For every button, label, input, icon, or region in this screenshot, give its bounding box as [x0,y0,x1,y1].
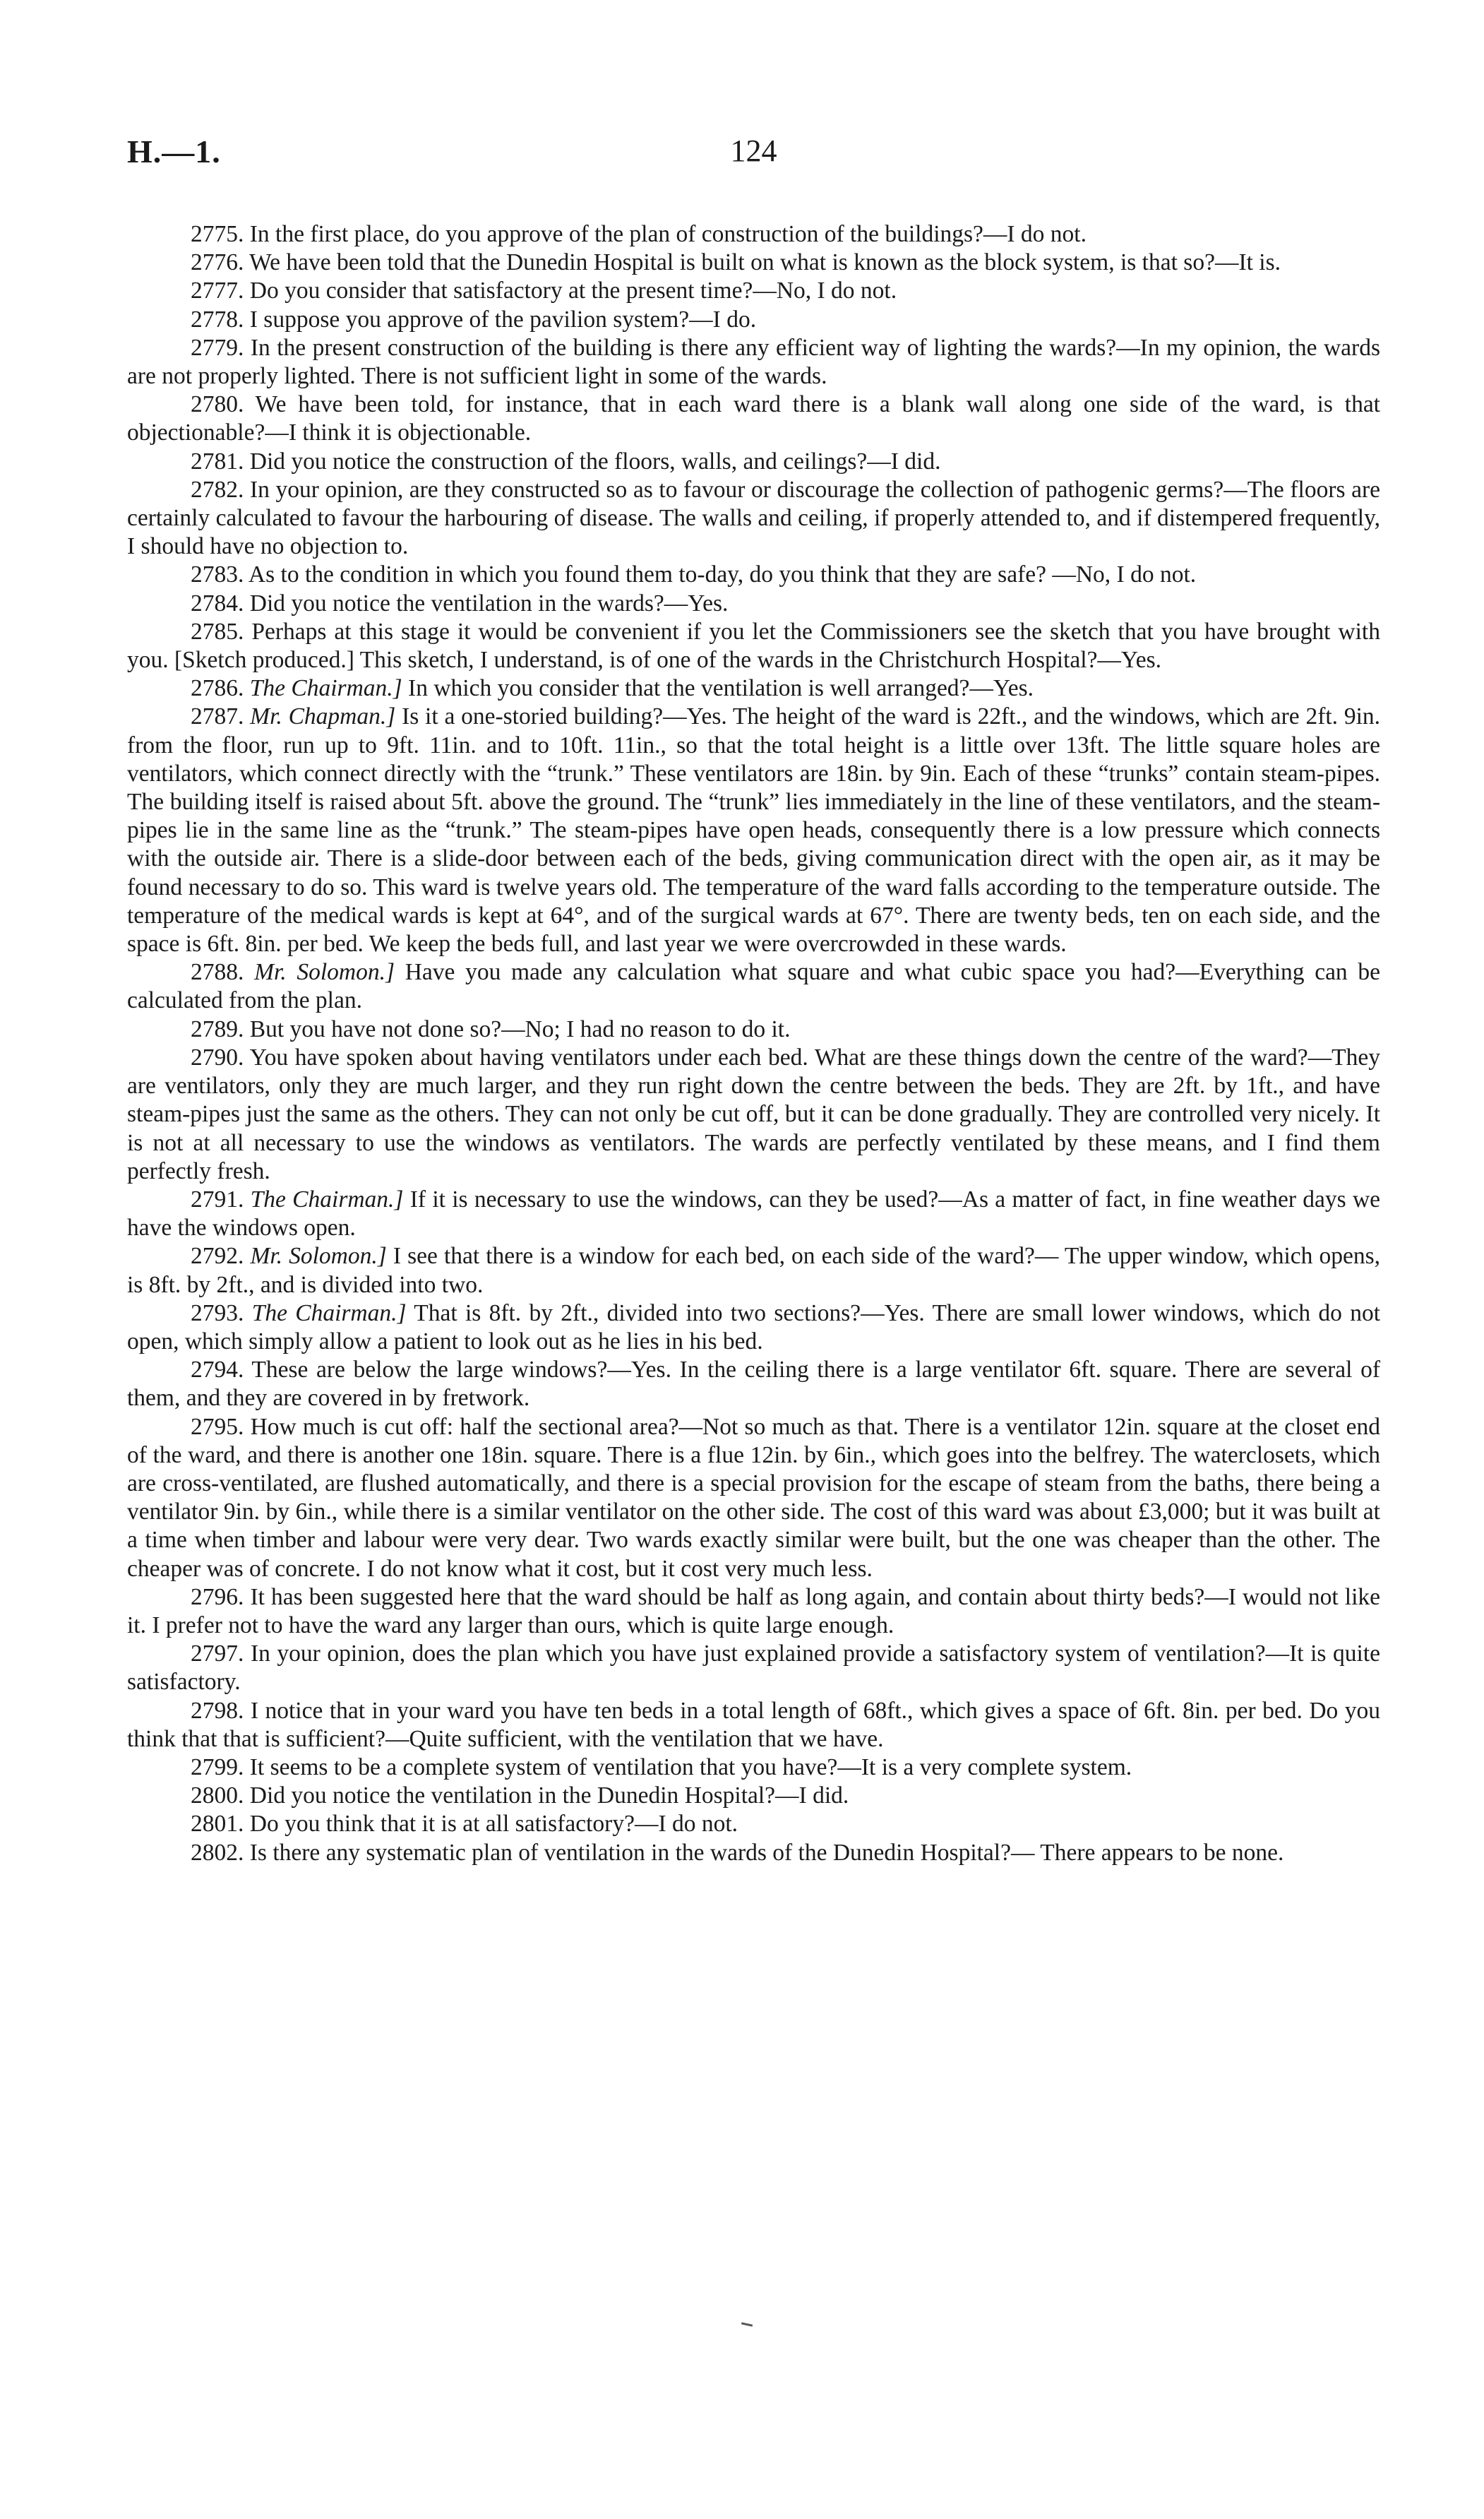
question-answer-text: It seems to be a complete system of ventilation that you have?—It is a very complete system. [249,1753,1132,1780]
question-number: 2793. [191,1299,244,1326]
question-number: 2778. [191,306,244,333]
question-number: 2798. [191,1697,244,1724]
question-paragraph [127,1753,1380,1782]
question-number: 2783. [191,561,244,588]
page-number: 124 [730,133,777,168]
question-number: 2786. [191,675,244,702]
question-answer-text: Did you notice the ventilation in the Dunedin Hospital?—I did. [249,1782,849,1809]
question-paragraph [127,1413,1380,1583]
question-answer-text: In your opinion, does the plan which you have just explained provide a satisfactory system of ventilation?—It is quite satisfactory. [127,1640,1380,1696]
question-number: 2799. [191,1753,244,1780]
question-number: 2800. [191,1782,244,1809]
question-paragraph [127,561,1380,589]
question-answer-text: You have spoken about having ventilators under each bed. What are these things down the centre of the ward?—They are ventilators, only they are much larger, and they run right down the centre between the beds. They are 2ft. by 1ft., and have steam-pipes just the same as the others. They can not only be cut off, but it can be done gradually. They are controlled very nicely. It is not at all necessary to use the windows as ventilators. The wards are perfectly ventilated by these means, and I find them perfectly fresh. [127,1044,1380,1184]
question-number: 2797. [191,1640,244,1667]
question-paragraph [127,334,1380,391]
question-answer-text: Have you made any calculation what square and what cubic space you had?—Everything can be calculated from the plan. [127,959,1380,1014]
question-paragraph [127,391,1380,447]
question-answer-text: Perhaps at this stage it would be convenient if you let the Commissioners see the sketch that you have brought with you. [Sketch produced.] This sketch, I understand, is of one of the wards in the Christchurch Hospital?—Yes. [127,618,1380,674]
question-paragraph [127,1242,1380,1299]
question-paragraph [127,674,1380,703]
question-answer-text: I suppose you approve of the pavilion system?—I do. [249,306,757,333]
question-paragraph [127,958,1380,1015]
question-answer-text: How much is cut off: half the sectional area?—Not so much as that. There is a ventilator 12in. square at the closet end of the ward, and there is another one 18in. square. There is a flue 12in. by 6in., which goes into the belfrey. The waterclosets, which are cross-ventilated, are flushed automatically, and there is a special provision for the escape of steam from the baths, there being a ventilator 9in. by 6in., while there is a similar ventilator on the other side. The cost of this ward was about £3,000; but it was built at a time when timber and labour were very dear. Two wards exactly similar were built, but the one was cheaper than the other. The cheaper was of concrete. I do not know what it cost, but it cost very much less. [127,1413,1381,1582]
question-paragraph [127,1697,1380,1753]
question-number: 2791. [191,1186,244,1213]
question-paragraph [127,476,1380,561]
speaker-label: The Chairman.] [249,675,402,702]
question-paragraph [127,1583,1380,1640]
question-number: 2795. [191,1413,244,1440]
question-paragraph [127,1299,1380,1356]
question-number: 2785. [191,618,244,645]
question-answer-text: Do you consider that satisfactory at the present time?—No, I do not. [249,278,897,304]
question-paragraph [127,590,1380,618]
speaker-label: Mr. Chapman.] [250,703,396,730]
question-answer-text: Did you notice the construction of the floors, walls, and ceilings?—I did. [249,448,941,475]
question-answer-text: I notice that in your ward you have ten beds in a total length of 68ft., which gives a space of 6ft. 8in. per bed. Do you think that that is sufficient?—Quite sufficient, with the ventilation that we have. [127,1697,1380,1752]
question-answer-text: We have been told, for instance, that in each ward there is a blank wall along one side of the ward, is that objectionable?—I think it is objectionable. [127,391,1380,446]
question-paragraph [127,220,1380,249]
question-paragraph [127,249,1380,277]
question-answer-text: These are below the large windows?—Yes. In the ceiling there is a large ventilator 6ft. square. There are several of them, and they are covered in by fretwork. [127,1357,1380,1412]
speaker-label: The Chairman.] [250,1186,404,1213]
question-number: 2782. [191,476,244,503]
question-answer-text: As to the condition in which you found them to-day, do you think that they are safe? —No, I do not. [248,561,1197,588]
speaker-label: Mr. Solomon.] [250,1243,387,1270]
question-number: 2781. [191,448,244,475]
question-answer-text: In the present construction of the building is there any efficient way of lighting the wards?—In my opinion, the wards are not properly lighted. There is not sufficient light in some of the wards. [127,334,1380,390]
question-paragraph [127,1016,1380,1044]
question-number: 2802. [191,1839,244,1866]
question-paragraph [127,1839,1380,1867]
document-reference: H.—1. [127,133,221,169]
question-number: 2776. [191,249,244,276]
question-paragraph [127,1810,1380,1838]
question-paragraph [127,277,1380,305]
question-number: 2790. [191,1044,244,1071]
question-paragraph [127,703,1380,958]
question-number: 2780. [191,391,244,418]
question-number: 2792. [191,1243,244,1270]
question-paragraph [127,1356,1380,1412]
question-number: 2787. [191,703,244,730]
question-answer-text: I see that there is a window for each bed, on each side of the ward?— The upper window, which opens, is 8ft. by 2ft., and is divided into two. [127,1243,1381,1298]
question-number: 2794. [191,1357,244,1383]
question-answer-text: In your opinion, are they constructed so as to favour or discourage the collection of pathogenic germs?—The floors are certainly calculated to favour the harbouring of disease. The walls and ceiling, if properly attended to, and if distempered frequently, I should have no objection to. [127,476,1380,560]
question-answer-text: But you have not done so?—No; I had no reason to do it. [249,1016,791,1042]
question-paragraph [127,1640,1380,1696]
question-number: 2788. [191,959,244,986]
question-answer-text: We have been told that the Dunedin Hospital is built on what is known as the block system, is that so?—It is. [249,249,1281,276]
question-paragraph [127,448,1380,476]
question-paragraph [127,1782,1380,1810]
question-paragraph [127,618,1380,674]
question-answer-text: In which you consider that the ventilation is well arranged?—Yes. [408,675,1034,702]
question-number: 2777. [191,278,244,304]
question-number: 2789. [191,1016,244,1042]
question-answer-text: Is it a one-storied building?—Yes. The height of the ward is 22ft., and the windows, which are 2ft. 9in. from the floor, run up to 9ft. 11in. and to 10ft. 11in., so that the total height is a little over 13ft. The little square holes are ventilators, which connect directly with the “trunk.” These ventilators are 18in. by 9in. Each of these “trunks” contain steam-pipes. The building itself is raised about 5ft. above the ground. The “trunk” lies immediately in the line of these ventilators, and the steam-pipes lie in the same line as the “trunk.” The steam-pipes have open heads, consequently there is a low pressure which connects with the outside air. There is a slide-door between each of the beds, giving communication direct with the open air, as it may be found necessary to do so. This ward is twelve years old. The temperature of the ward falls according to the temperature outside. The temperature of the medical wards is kept at 64°, and of the surgical wards at 67°. There are twenty beds, ten on each side, and the space is 6ft. 8in. per bed. We keep the beds full, and last year we were overcrowded in these wards. [127,703,1381,958]
question-answer-text: It has been suggested here that the ward should be half as long again, and contain about thirty beds?—I would not like it. I prefer not to have the ward any larger than ours, which is quite large enough. [127,1583,1381,1638]
ink-mark [741,2322,753,2326]
speaker-label: The Chairman.] [251,1299,407,1326]
question-paragraph [127,1044,1380,1186]
question-paragraph [127,1186,1380,1242]
question-number: 2775. [191,221,244,247]
question-answer-text: If it is necessary to use the windows, can they be used?—As a matter of fact, in fine weather days we have the windows open. [127,1186,1381,1241]
question-number: 2801. [191,1811,244,1838]
question-number: 2796. [191,1583,244,1610]
page-header [127,133,1380,175]
question-answer-text: Is there any systematic plan of ventilation in the wards of the Dunedin Hospital?— There appears to be none. [249,1839,1284,1866]
question-number: 2779. [191,334,244,361]
question-answer-text: Do you think that it is at all satisfactory?—I do not. [249,1811,738,1838]
document-body [127,220,1380,1867]
question-answer-text: In the first place, do you approve of the plan of construction of the buildings?—I do not. [249,221,1087,247]
question-answer-text: Did you notice the ventilation in the wards?—Yes. [249,590,729,617]
question-paragraph [127,306,1380,334]
question-number: 2784. [191,590,244,617]
speaker-label: Mr. Solomon.] [254,959,395,986]
question-answer-text: That is 8ft. by 2ft., divided into two sections?—Yes. There are small lower windows, which do not open, which simply allow a patient to look out as he lies in his bed. [127,1299,1380,1354]
